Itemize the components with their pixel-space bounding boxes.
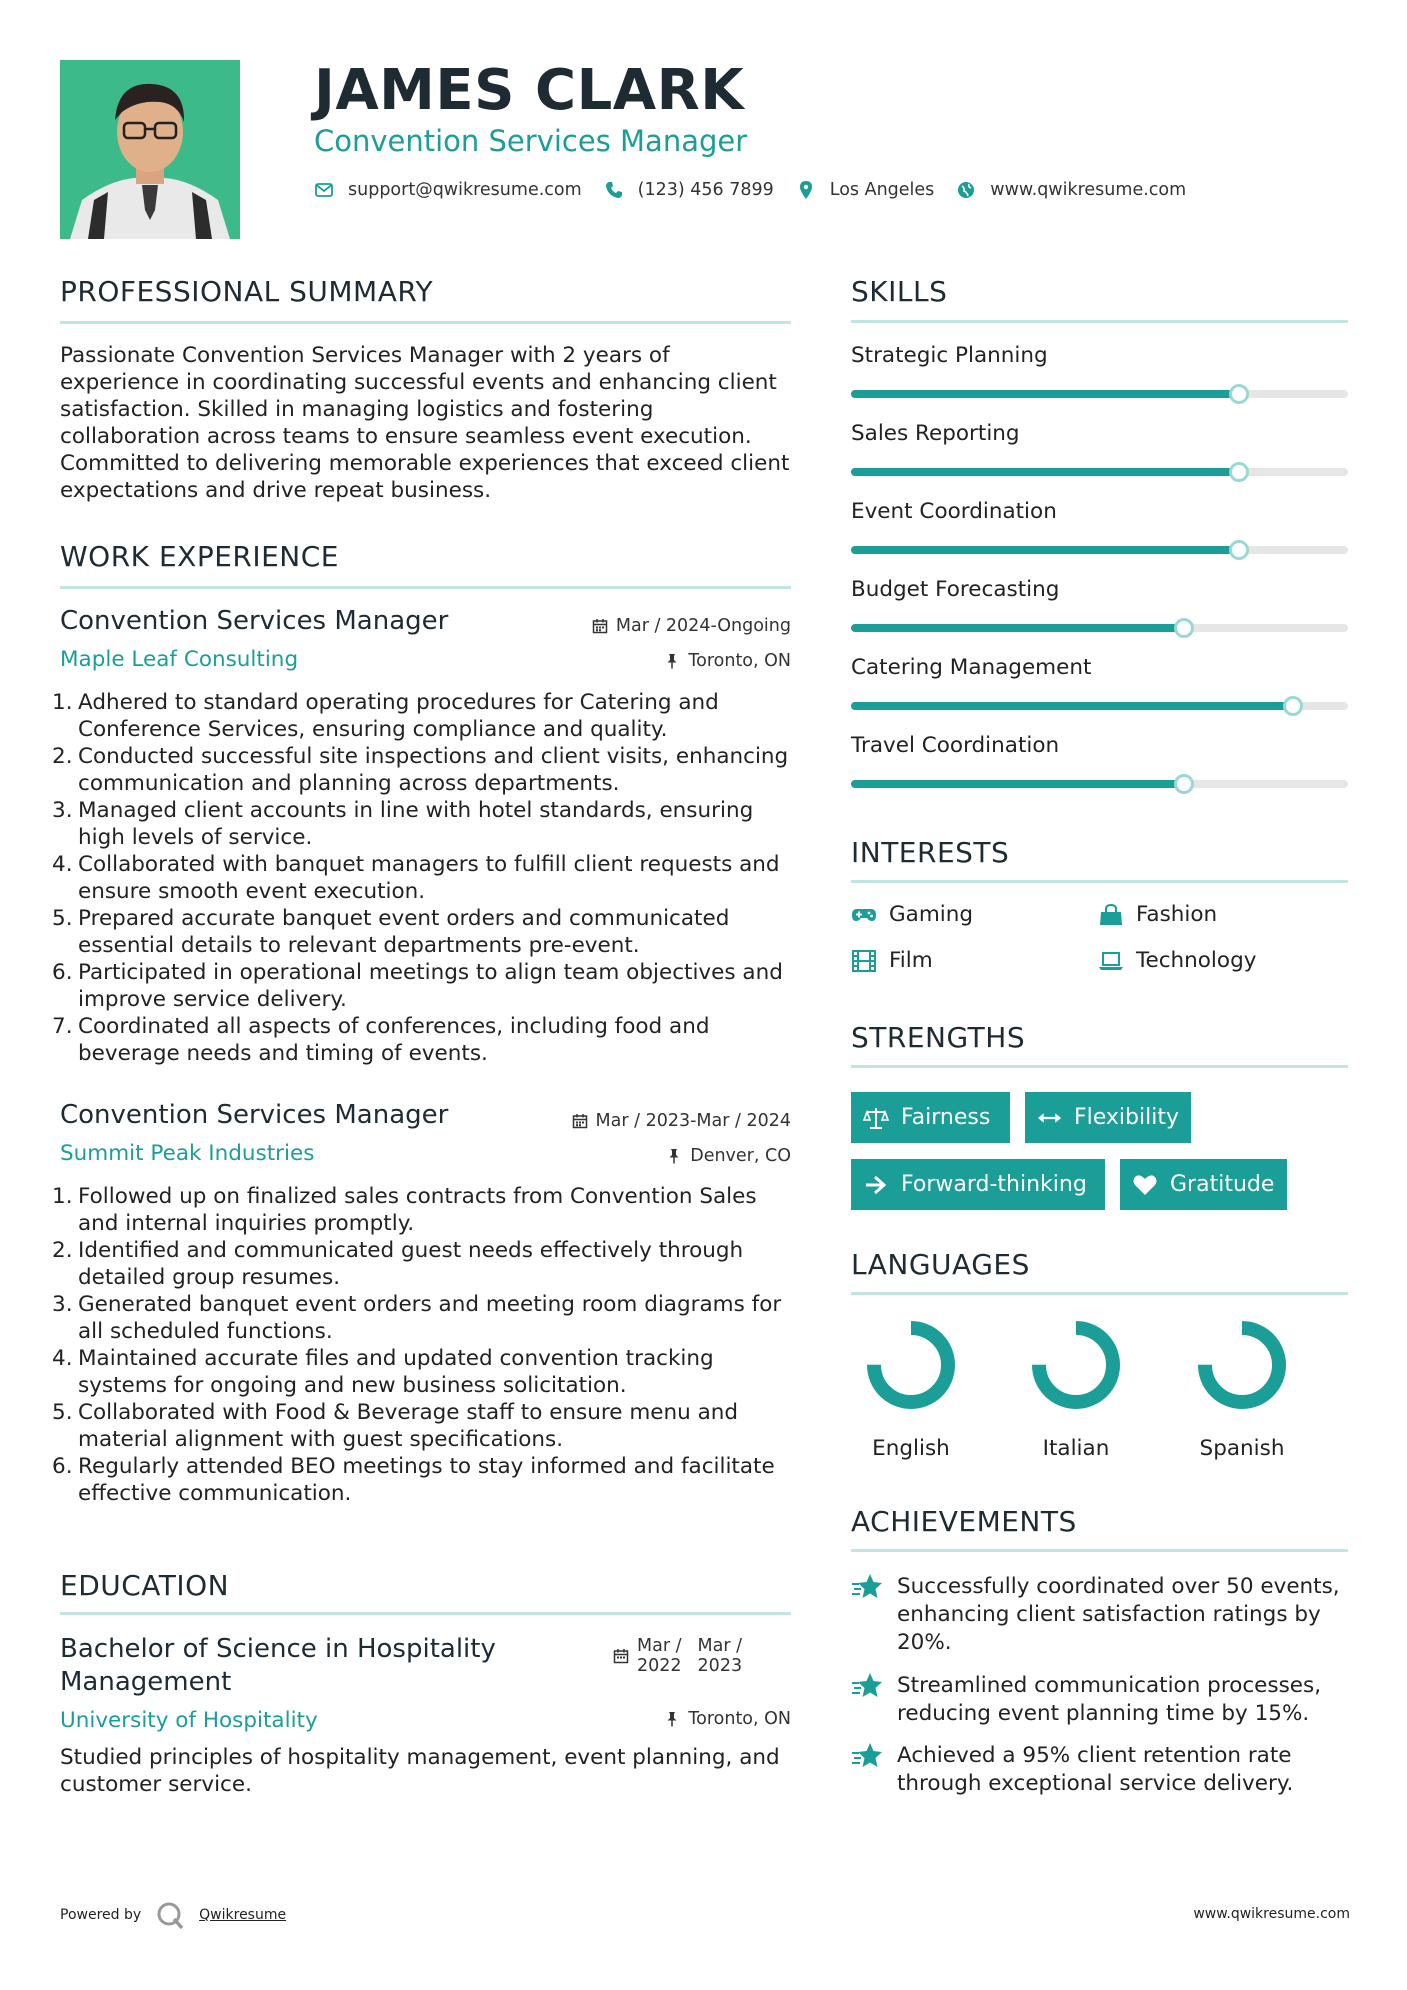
strengths-heading: STRENGTHS (851, 1021, 1026, 1054)
summary-text: Passionate Convention Services Manager with 2 years of experience in coordinating successful events and enhancing client satisfaction. Skilled in managing logistics and fostering collaboration across teams to ensure seamless event execution. Committed to delivering memorable experiences that exceed client expectations and drive repeat business. (60, 343, 790, 503)
language-english (841, 1318, 981, 1461)
interest-label: Technology (1136, 948, 1257, 973)
experience-divider (60, 586, 791, 589)
strength-label: Forward-thinking (901, 1172, 1087, 1197)
degree-line: Bachelor of Science in Hospitality (60, 1634, 496, 1664)
pushpin-icon (666, 1148, 682, 1164)
skill-bar-knob (1229, 384, 1249, 404)
job-location-text: Toronto, ON (688, 651, 791, 671)
skills-heading: SKILLS (851, 275, 948, 308)
strength-label: Gratitude (1170, 1172, 1275, 1197)
interests-divider (851, 880, 1348, 883)
candidate-name: JAMES CLARK (314, 58, 745, 123)
list-item: Generated banquet event orders and meeting room diagrams for all scheduled functions. (78, 1292, 782, 1344)
achievement-text: Successfully coordinated over 50 events, enhancing client satisfaction ratings by 20%. (897, 1574, 1340, 1655)
education-end (698, 1636, 743, 1676)
pushpin-icon (664, 653, 680, 669)
job-title: Convention Services Manager (60, 1100, 449, 1130)
interest-label: Fashion (1136, 902, 1218, 927)
achievement-text: Streamlined communication processes, reducing event planning time by 15%. (897, 1673, 1322, 1726)
calendar-icon (592, 618, 608, 634)
list-item: Participated in operational meetings to align team objectives and improve service delivery. (78, 960, 783, 1012)
skill-bar (851, 390, 1348, 398)
skill-label: Strategic Planning (851, 343, 1048, 368)
strength-chip (1025, 1092, 1191, 1143)
job-bullets (52, 1183, 792, 1507)
globe-icon (956, 180, 976, 200)
summary-heading: PROFESSIONAL SUMMARY (60, 275, 434, 308)
list-item: Collaborated with banquet managers to fulfill client requests and ensure smooth event execution. (78, 852, 780, 904)
arrow-right-icon (863, 1173, 889, 1197)
footer-powered-by (60, 1900, 286, 1930)
contact-location (796, 180, 935, 200)
achievements-divider (851, 1549, 1348, 1552)
language-italian (1006, 1318, 1146, 1461)
achievement-item (851, 1573, 1361, 1657)
language-spanish (1172, 1318, 1312, 1461)
skill-bar (851, 780, 1348, 788)
education-start-year: 2022 (637, 1656, 682, 1676)
email-text: support@qwikresume.com (348, 180, 582, 200)
skill-bar-knob (1174, 618, 1194, 638)
list-item: Collaborated with Food & Beverage staff to ensure menu and material alignment with guest specifications. (78, 1400, 739, 1452)
job-title: Convention Services Manager (60, 606, 449, 636)
language-ring (1195, 1318, 1289, 1412)
qwikresume-link[interactable]: Qwikresume (199, 1907, 287, 1923)
list-item: Maintained accurate files and updated convention tracking systems for ongoing and new business solicitation. (78, 1346, 714, 1398)
interest-film (851, 948, 933, 973)
job-date-text: Mar / 2023-Mar / 2024 (595, 1111, 791, 1131)
skills-divider (851, 320, 1348, 323)
degree-line: Management (60, 1667, 232, 1697)
qwikresume-logo-icon (155, 1900, 185, 1930)
interests-heading: INTERESTS (851, 836, 1010, 869)
list-item: Prepared accurate banquet event orders and communicated essential details to relevant departments pre-event. (78, 906, 730, 958)
list-item: Conducted successful site inspections and client visits, enhancing communication and planning across departments. (78, 744, 789, 796)
job-location-text: Denver, CO (690, 1146, 791, 1166)
laptop-icon (1098, 950, 1124, 972)
achievements-heading: ACHIEVEMENTS (851, 1505, 1077, 1538)
language-label: English (872, 1436, 950, 1461)
location-text: Los Angeles (829, 180, 935, 200)
star-icon (851, 1740, 883, 1772)
school-name: University of Hospitality (60, 1708, 318, 1733)
skill-bar (851, 702, 1348, 710)
interest-technology (1098, 948, 1256, 973)
website-text: www.qwikresume.com (990, 180, 1187, 200)
job-location (666, 1146, 791, 1166)
map-pin-icon (796, 180, 816, 200)
skill-bar-fill (851, 780, 1184, 788)
interest-label: Gaming (889, 902, 974, 927)
language-ring (864, 1318, 958, 1412)
achievement-text: Achieved a 95% client retention rate through exceptional service delivery. (897, 1743, 1294, 1796)
list-item: Regularly attended BEO meetings to stay informed and facilitate effective communication. (78, 1454, 775, 1506)
education-description: Studied principles of hospitality management, event planning, and customer service. (60, 1745, 780, 1797)
skill-label: Travel Coordination (851, 733, 1060, 758)
skill-bar (851, 468, 1348, 476)
skill-bar-knob (1283, 696, 1303, 716)
education-location (664, 1709, 791, 1729)
company-name: Maple Leaf Consulting (60, 647, 299, 672)
strength-label: Fairness (901, 1105, 991, 1130)
skill-bar-fill (851, 546, 1239, 554)
candidate-role: Convention Services Manager (314, 124, 748, 158)
language-ring (1029, 1318, 1123, 1412)
strengths-divider (851, 1065, 1348, 1068)
bag-icon (1098, 904, 1124, 926)
list-item: Managed client accounts in line with hotel standards, ensuring high levels of service. (78, 798, 754, 850)
job-bullets (52, 689, 792, 1067)
language-label: Spanish (1199, 1436, 1285, 1461)
star-icon (851, 1670, 883, 1702)
contact-bar (314, 180, 1208, 200)
skill-bar-fill (851, 468, 1239, 476)
pushpin-icon (664, 1711, 680, 1727)
skill-label: Catering Management (851, 655, 1092, 680)
skill-bar-knob (1174, 774, 1194, 794)
education-start (637, 1636, 682, 1676)
powered-by-text: Powered by (60, 1907, 142, 1923)
education-end-year: 2023 (697, 1656, 743, 1676)
contact-phone[interactable] (604, 180, 774, 200)
skill-bar-fill (851, 702, 1293, 710)
contact-website[interactable] (956, 180, 1186, 200)
strength-chip (851, 1092, 1010, 1143)
skill-bar-knob (1229, 540, 1249, 560)
job-date-text: Mar / 2024-Ongoing (615, 616, 791, 636)
film-icon (851, 950, 877, 972)
star-icon (851, 1571, 883, 1603)
job-location (664, 651, 791, 671)
skill-bar (851, 546, 1348, 554)
achievement-item (851, 1672, 1361, 1728)
phone-icon (604, 180, 624, 200)
education-dates (613, 1636, 742, 1676)
list-item: Adhered to standard operating procedures for Catering and Conference Services, ensuring compliance and quality. (78, 690, 719, 742)
languages-divider (851, 1292, 1348, 1295)
footer-website[interactable]: www.qwikresume.com (1193, 1906, 1350, 1922)
education-divider (60, 1612, 791, 1615)
education-heading: EDUCATION (60, 1569, 230, 1602)
languages-heading: LANGUAGES (851, 1248, 1030, 1281)
list-item: Coordinated all aspects of conferences, including food and beverage needs and timing of events. (78, 1014, 710, 1066)
strength-chip (851, 1159, 1105, 1210)
phone-text: (123) 456 7899 (637, 180, 774, 200)
summary-divider (60, 321, 791, 324)
skill-bar (851, 624, 1348, 632)
interest-label: Film (889, 948, 933, 973)
skill-bar-fill (851, 624, 1184, 632)
achievement-item (851, 1742, 1361, 1798)
list-item: Identified and communicated guest needs effectively through detailed group resumes. (78, 1238, 744, 1290)
interest-fashion (1098, 902, 1217, 927)
skill-bar-knob (1229, 462, 1249, 482)
experience-heading: WORK EXPERIENCE (60, 540, 339, 573)
strength-chip (1120, 1159, 1287, 1210)
calendar-icon (572, 1113, 588, 1129)
education-start-month: Mar / (637, 1636, 682, 1656)
contact-email[interactable] (314, 180, 582, 200)
job-date (572, 1111, 791, 1131)
strength-label: Flexibility (1074, 1105, 1179, 1130)
calendar-icon (613, 1648, 629, 1664)
heart-icon (1132, 1173, 1158, 1197)
skill-label: Budget Forecasting (851, 577, 1060, 602)
gamepad-icon (851, 904, 877, 926)
skill-label: Sales Reporting (851, 421, 1020, 446)
scale-icon (863, 1106, 889, 1130)
skill-label: Event Coordination (851, 499, 1057, 524)
skill-bar-fill (851, 390, 1239, 398)
language-label: Italian (1042, 1436, 1110, 1461)
education-location-text: Toronto, ON (688, 1709, 791, 1729)
company-name: Summit Peak Industries (60, 1141, 315, 1166)
email-icon (314, 180, 334, 200)
degree-title (60, 1633, 496, 1699)
arrows-horizontal-icon (1037, 1106, 1062, 1130)
job-date (592, 616, 791, 636)
list-item: Followed up on finalized sales contracts from Convention Sales and internal inquiries promptly. (78, 1184, 757, 1236)
profile-photo (60, 60, 240, 239)
education-end-month: Mar / (697, 1636, 743, 1656)
interest-gaming (851, 902, 973, 927)
